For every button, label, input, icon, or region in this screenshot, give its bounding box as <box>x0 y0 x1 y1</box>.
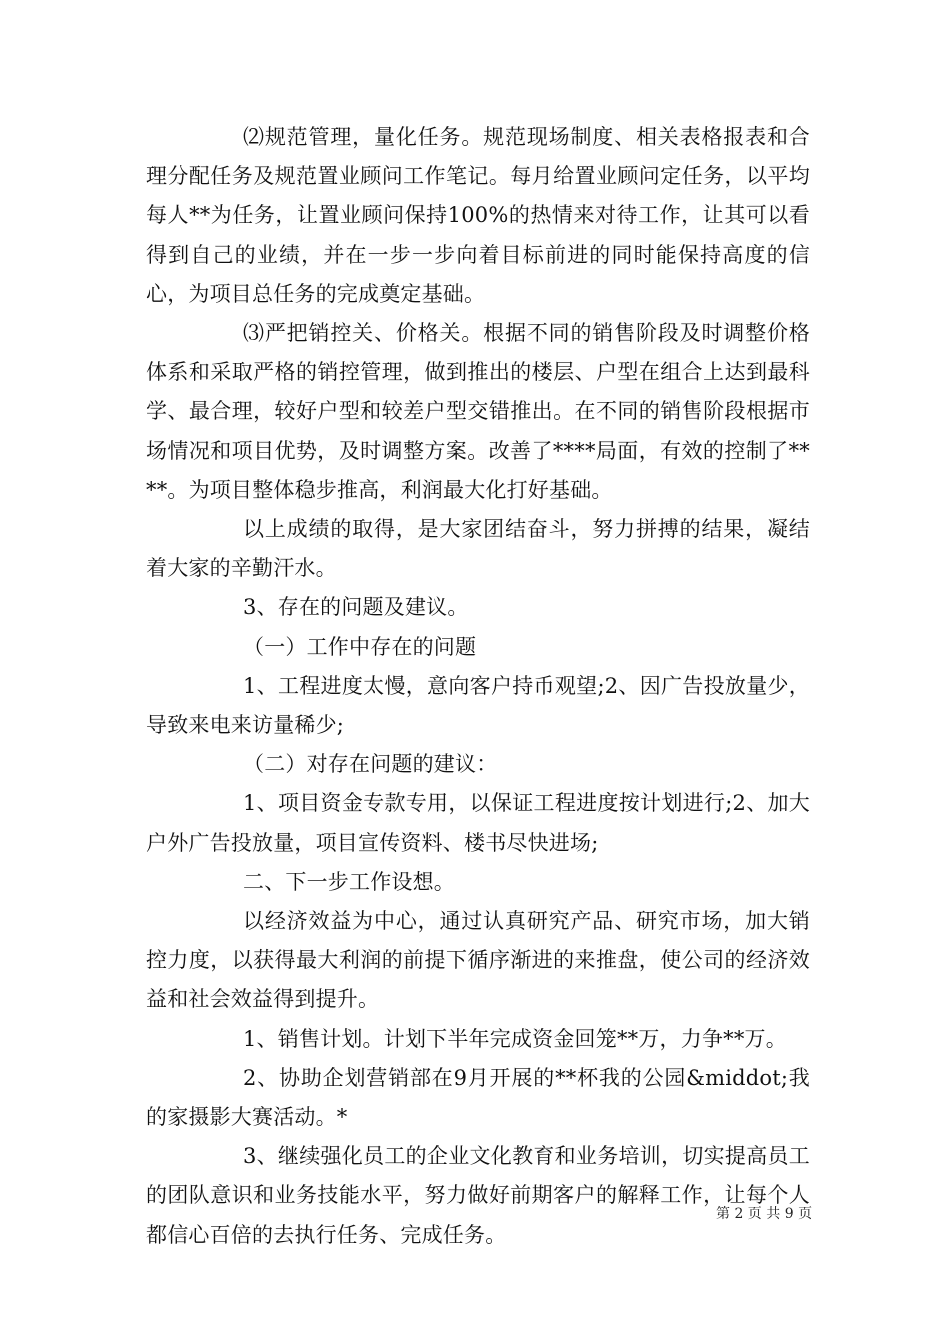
document-body <box>146 118 810 1255</box>
paragraph-achievements: 以上成绩的取得，是大家团结奋斗，努力拼搏的结果，凝结着大家的辛勤汗水。 <box>146 517 810 581</box>
paragraph-problems-list: 1、工程进度太慢，意向客户持币观望;2、因广告投放量少，导致来电来访量稀少; <box>146 673 810 738</box>
paragraph-economic-benefit: 以经济效益为中心，通过认真研究产品、研究市场，加大销控力度，以获得最大利润的前提下循序渐进的来推盘，使公司的经济效益和社会效益得到提升。 <box>146 909 810 1012</box>
paragraph-sales-plan: 1、销售计划。计划下半年完成资金回笼**万，力争**万。 <box>243 1026 787 1051</box>
heading-problems-suggestions: 3、存在的问题及建议。 <box>243 595 469 620</box>
paragraph-photo-contest: 2、协助企划营销部在9月开展的**杯我的公园&middot;我的家摄影大赛活动。* <box>146 1065 810 1130</box>
heading-next-steps: 二、下一步工作设想。 <box>243 869 455 894</box>
paragraph-suggestions-list: 1、项目资金专款专用，以保证工程进度按计划进行;2、加大户外广告投放量，项目宣传资料、楼书尽快进场; <box>146 791 810 855</box>
heading-suggestions: （二）对存在问题的建议： <box>243 752 498 777</box>
paragraph-staff-training: 3、继续强化员工的企业文化教育和业务培训，切实提高员工的团队意识和业务技能水平，努力做好前期客户的解释工作，让每个人都信心百倍的去执行任务、完成任务。 <box>146 1144 810 1247</box>
page-number-footer: 第 2 页 共 9 页 <box>716 1206 813 1222</box>
heading-existing-problems: （一）工作中存在的问题 <box>243 634 477 659</box>
paragraph-standardized-management: ⑵规范管理，量化任务。规范现场制度、相关表格报表和合理分配任务及规范置业顾问工作笔记。每月给置业顾问定任务，以平均每人**为任务，让置业顾问保持100%的热情来对待工作，让其可以看得到自己的业绩，并在一步一步向着目标前进的同时能保持高度的信心，为项目总任务的完成奠定基础。 <box>146 125 810 306</box>
paragraph-sales-control: ⑶严把销控关、价格关。根据不同的销售阶段及时调整价格体系和采取严格的销控管理，做到推出的楼层、户型在组合上达到最科学、最合理，较好户型和较差户型交错推出。在不同的销售阶段根据市场情况和项目优势，及时调整方案。改善了****局面，有效的控制了****。为项目整体稳步推高，利润最大化打好基础。 <box>146 321 810 502</box>
